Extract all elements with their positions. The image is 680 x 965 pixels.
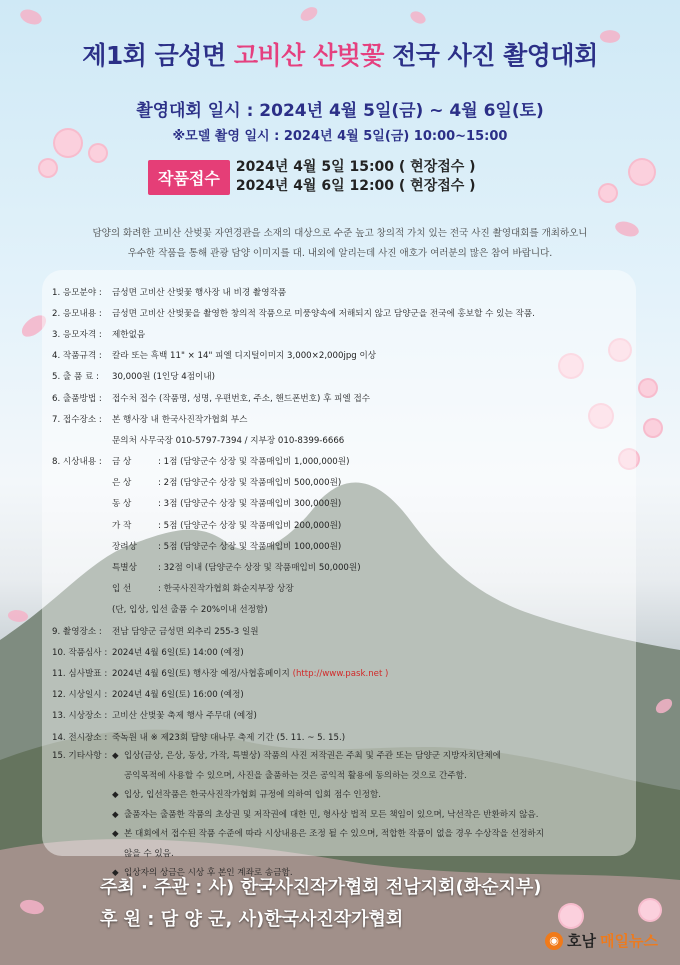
detail-value: 문의처 사무국장 010-5797-7394 / 지부장 010-8399-6666 xyxy=(112,435,345,446)
award-row xyxy=(52,451,632,472)
detail-value: 금성면 고비산 산벚꽃 행사장 내 비경 촬영작품 xyxy=(112,287,287,298)
detail-label: 2. 응모내용 : xyxy=(52,308,102,319)
detail-label: 4. 작품규격 : xyxy=(52,351,102,362)
title-part2: 고비산 산벚꽃 xyxy=(233,41,384,70)
logo-text: 호남 xyxy=(567,932,597,950)
sponsor-label: 후 원 : xyxy=(100,909,155,930)
award-note: (단, 입상, 입선 출품 수 20%이내 선정함) xyxy=(112,605,268,616)
award-desc: : 1점 (담양군수 상장 및 작품매입비 1,000,000원) xyxy=(158,457,350,468)
model-shoot-date: ※모델 촬영 일시 : 2024년 4월 5일(금) 10:00~15:00 xyxy=(172,129,508,144)
other-text: 출품자는 출품한 작품의 초상권 및 저작권에 대한 민, 형사상 법적 모든 책임이 있으며, 낙선작은 반환하지 않음. xyxy=(124,809,539,820)
award-name: 동 상 xyxy=(112,499,132,510)
detail-label: 10. 작품심사 : xyxy=(52,647,108,658)
detail-label: 11. 심사발표 : xyxy=(52,668,108,679)
event-date-main: 촬영대회 일시 : 2024년 4월 5일(금) ~ 4월 6일(토) xyxy=(136,101,544,121)
details-list xyxy=(52,281,632,884)
detail-row xyxy=(52,620,632,641)
blossom-icon xyxy=(600,185,616,201)
detail-row xyxy=(52,366,632,387)
blossom-icon xyxy=(645,420,661,436)
detail-value: 2024년 4월 6일(토) 14:00 (예정) xyxy=(112,647,244,658)
detail-label: 1. 응모분야 : xyxy=(52,287,102,298)
other-row xyxy=(52,806,632,826)
submission-box xyxy=(148,158,476,196)
detail-row xyxy=(52,302,632,323)
website-link[interactable]: (http://www.pask.net ) xyxy=(292,668,389,679)
award-desc: : 5점 (담양군수 상장 및 작품매입비 200,000원) xyxy=(158,520,342,531)
detail-label: 12. 시상일시 : xyxy=(52,690,108,701)
detail-row xyxy=(52,429,632,450)
detail-label: 7. 접수장소 : xyxy=(52,414,102,425)
detail-value: 고비산 산벚꽃 축제 행사 주무대 (예정) xyxy=(112,711,257,722)
other-text: 본 대회에서 접수된 작품 수준에 따라 시상내용은 조정 될 수 있으며, 적합한 작품이 없을 경우 수상작을 선정하지 xyxy=(124,829,545,840)
logo-icon: ◉ xyxy=(545,932,563,950)
other-text: 않을 수 있음. xyxy=(124,848,174,859)
detail-row xyxy=(52,662,632,683)
other-row xyxy=(52,747,632,786)
detail-row xyxy=(52,641,632,662)
bullet-icon: ◆ xyxy=(112,829,119,840)
detail-label: 9. 촬영장소 : xyxy=(52,626,102,637)
detail-row xyxy=(52,345,632,366)
award-row xyxy=(52,599,632,620)
bullet-icon: ◆ xyxy=(112,751,119,762)
title-part3: 전국 사진 촬영대회 xyxy=(383,41,598,70)
detail-value: 전남 담양군 금성면 외추리 255-3 일원 xyxy=(112,626,259,637)
detail-value: 2024년 4월 6일(토) 16:00 (예정) xyxy=(112,690,244,701)
blossom-icon xyxy=(90,145,106,161)
detail-value: 본 행사장 내 한국사진작가협회 부스 xyxy=(112,414,248,425)
detail-label: 3. 응모자격 : xyxy=(52,329,102,340)
detail-value: 칼라 또는 흑백 11" × 14" 피엘 디지털이미지 3,000×2,000jpg 이상 xyxy=(112,351,377,362)
detail-label: 6. 출품방법 : xyxy=(52,393,102,404)
award-desc: : 32점 이내 (담양군수 상장 및 작품매입비 50,000원) xyxy=(158,563,361,574)
other-row xyxy=(52,786,632,806)
detail-label: 5. 출 품 료 : xyxy=(52,372,99,383)
other-text: 입상(금상, 은상, 동상, 가작, 특별상) 작품의 사진 저작권은 주최 및 주관 또는 담양군 지방자치단체에 xyxy=(124,751,501,762)
submission-label: 작품접수 xyxy=(148,160,230,195)
logo-accent: 매일뉴스 xyxy=(600,932,658,950)
award-name: 특별상 xyxy=(112,563,137,574)
detail-row xyxy=(52,408,632,429)
detail-value: 2024년 4월 6일(토) 행사장 예정/사협홈페이지 xyxy=(112,668,293,679)
detail-row xyxy=(52,387,632,408)
intro-line: 담양의 화려한 고비산 산벚꽃 자연경관을 소재의 대상으로 수준 높고 창의적 가치 있는 전국 사진 촬영대회를 개최하오니 xyxy=(92,228,588,239)
submission-time: 2024년 4월 6일 12:00 ( 현장접수 ) xyxy=(235,178,476,194)
detail-value: 금성면 고비산 산벚꽃을 촬영한 창의적 작품으로 미풍양속에 저해되지 않고 담양군을 전국에 홍보할 수 있는 작품. xyxy=(112,308,535,319)
detail-row xyxy=(52,705,632,726)
award-name: 은 상 xyxy=(112,478,132,489)
detail-value: 접수처 접수 (작품명, 성명, 우편번호, 주소, 핸드폰번호) 후 피엘 접수 xyxy=(112,393,371,404)
host-value: 사) 한국사진작가협회 전남지회(화순지부) xyxy=(208,877,542,898)
award-row xyxy=(52,514,632,535)
detail-row xyxy=(52,684,632,705)
detail-value: 죽녹원 내 ※ 제23회 담양 대나무 축제 기간 (5. 11. ~ 5. 15.) xyxy=(112,732,346,743)
intro-line: 우수한 작품을 통해 관광 담양 이미지를 대. 내외에 알리는데 사진 애호가 여러분의 많은 참여 바랍니다. xyxy=(127,248,553,259)
detail-value: 제한없음 xyxy=(112,329,146,340)
organizers xyxy=(100,872,660,936)
submission-times xyxy=(236,158,476,196)
award-row xyxy=(52,472,632,493)
awards-label: 8. 시상내용 : xyxy=(52,457,102,468)
blossom-icon xyxy=(40,160,56,176)
title-part1: 제1회 금성면 xyxy=(82,41,234,70)
award-desc: : 3점 (담양군수 상장 및 작품매입비 300,000원) xyxy=(158,499,342,510)
award-row xyxy=(52,493,632,514)
award-row xyxy=(52,535,632,556)
detail-row xyxy=(52,726,632,747)
detail-label: 14. 전시장소 : xyxy=(52,732,108,743)
page-title xyxy=(0,36,680,72)
award-name: 장려상 xyxy=(112,541,137,552)
award-name: 가 작 xyxy=(112,520,132,531)
award-name: 금 상 xyxy=(112,457,132,468)
other-label: 15. 기타사항 : xyxy=(52,751,108,762)
other-text: 입상, 입선작품은 한국사진작가협회 규정에 의하여 입회 점수 인정함. xyxy=(124,790,382,801)
other-row xyxy=(52,825,632,864)
blossom-icon xyxy=(630,160,654,184)
bullet-icon: ◆ xyxy=(112,809,119,820)
award-desc: : 2점 (담양군수 상장 및 작품매입비 500,000원) xyxy=(158,478,342,489)
detail-label: 13. 시상장소 : xyxy=(52,711,108,722)
sponsor-value: 담 양 군, 사)한국사진작가협회 xyxy=(160,909,404,930)
bullet-icon: ◆ xyxy=(112,868,119,879)
detail-row xyxy=(52,323,632,344)
host-label: 주최 · 주관 : xyxy=(100,877,203,898)
publisher-logo xyxy=(545,930,658,951)
other-text: 입상자의 상금은 시상 후 본인 계좌로 송금함. xyxy=(124,868,293,879)
submission-time: 2024년 4월 5일 15:00 ( 현장접수 ) xyxy=(235,159,476,175)
award-desc: : 한국사진작가협회 화순지부장 상장 xyxy=(158,584,294,595)
detail-row xyxy=(52,281,632,302)
intro-text xyxy=(50,224,630,264)
detail-value: 30,000원 (1인당 4점이내) xyxy=(112,372,215,383)
blossom-icon xyxy=(640,380,656,396)
host-line xyxy=(100,872,660,904)
other-text: 공익목적에 사용할 수 있으며, 사진을 출품하는 것은 공익적 활용에 동의하는 것으로 간주함. xyxy=(124,770,467,781)
award-row xyxy=(52,556,632,577)
award-row xyxy=(52,578,632,599)
award-desc: : 5점 (담양군수 상장 및 작품매입비 100,000원) xyxy=(158,541,342,552)
bullet-icon: ◆ xyxy=(112,790,119,801)
event-dates xyxy=(0,96,680,144)
award-name: 입 선 xyxy=(112,584,132,595)
